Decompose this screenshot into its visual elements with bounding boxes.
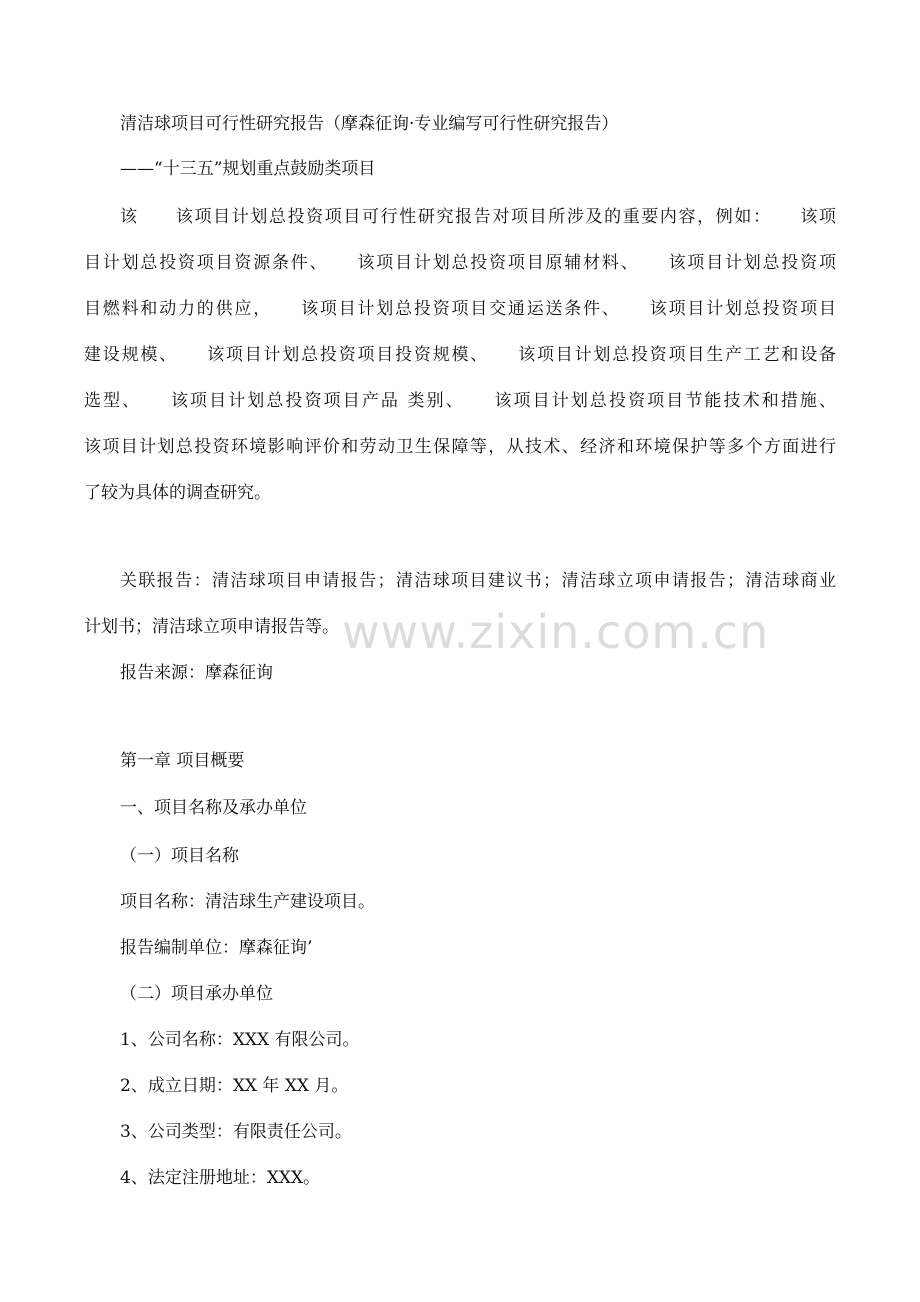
intro-line: 该项目计划总投资环境影响评价和劳动卫生保障等，从技术、经济和环境保护等多个方面进行 <box>84 437 836 457</box>
company-info-item: 4、法定注册地址：XXX。 <box>120 1168 321 1188</box>
intro-line: 目燃料和动力的供应， 该项目计划总投资项目交通运送条件、 该项目计划总投资项目 <box>84 299 836 319</box>
section-heading: 一、项目名称及承办单位 <box>120 798 307 818</box>
project-name-line: 项目名称：清洁球生产建设项目。 <box>120 892 375 912</box>
intro-line: 建设规模、 该项目计划总投资项目投资规模、 该项目计划总投资项目生产工艺和设备 <box>84 345 836 365</box>
company-info-item: 1、公司名称：XXX 有限公司。 <box>120 1030 360 1050</box>
chapter-heading: 第一章 项目概要 <box>120 751 245 771</box>
watermark: www.zixin.com.cn <box>342 605 770 659</box>
related-reports-line: 关联报告：清洁球项目申请报告；清洁球项目建议书；清洁球立项申请报告；清洁球商业 <box>120 571 836 591</box>
report-source: 报告来源：摩森征询 <box>120 663 273 683</box>
intro-line: 该 该项目计划总投资项目可行性研究报告对项目所涉及的重要内容，例如： 该项 <box>120 207 836 227</box>
intro-line: 了较为具体的调查研究。 <box>84 483 271 503</box>
company-info-item: 3、公司类型：有限责任公司。 <box>120 1122 352 1142</box>
subsection-heading: （二）项目承办单位 <box>120 984 273 1004</box>
report-subtitle: ——“十三五”规划重点鼓励类项目 <box>120 159 376 179</box>
compiler-line: 报告编制单位：摩森征询’ <box>120 938 313 958</box>
subsection-heading: （一）项目名称 <box>120 846 239 866</box>
company-info-item: 2、成立日期：XX 年 XX 月。 <box>120 1076 349 1096</box>
intro-line: 选型、 该项目计划总投资项目产品 类别、 该项目计划总投资项目节能技术和措施、 <box>84 391 836 411</box>
intro-line: 目计划总投资项目资源条件、 该项目计划总投资项目原辅材料、 该项目计划总投资项 <box>84 253 836 273</box>
related-reports-line: 计划书；清洁球立项申请报告等。 <box>84 617 339 637</box>
report-title: 清洁球项目可行性研究报告（摩森征询·专业编写可行性研究报告） <box>120 114 619 134</box>
